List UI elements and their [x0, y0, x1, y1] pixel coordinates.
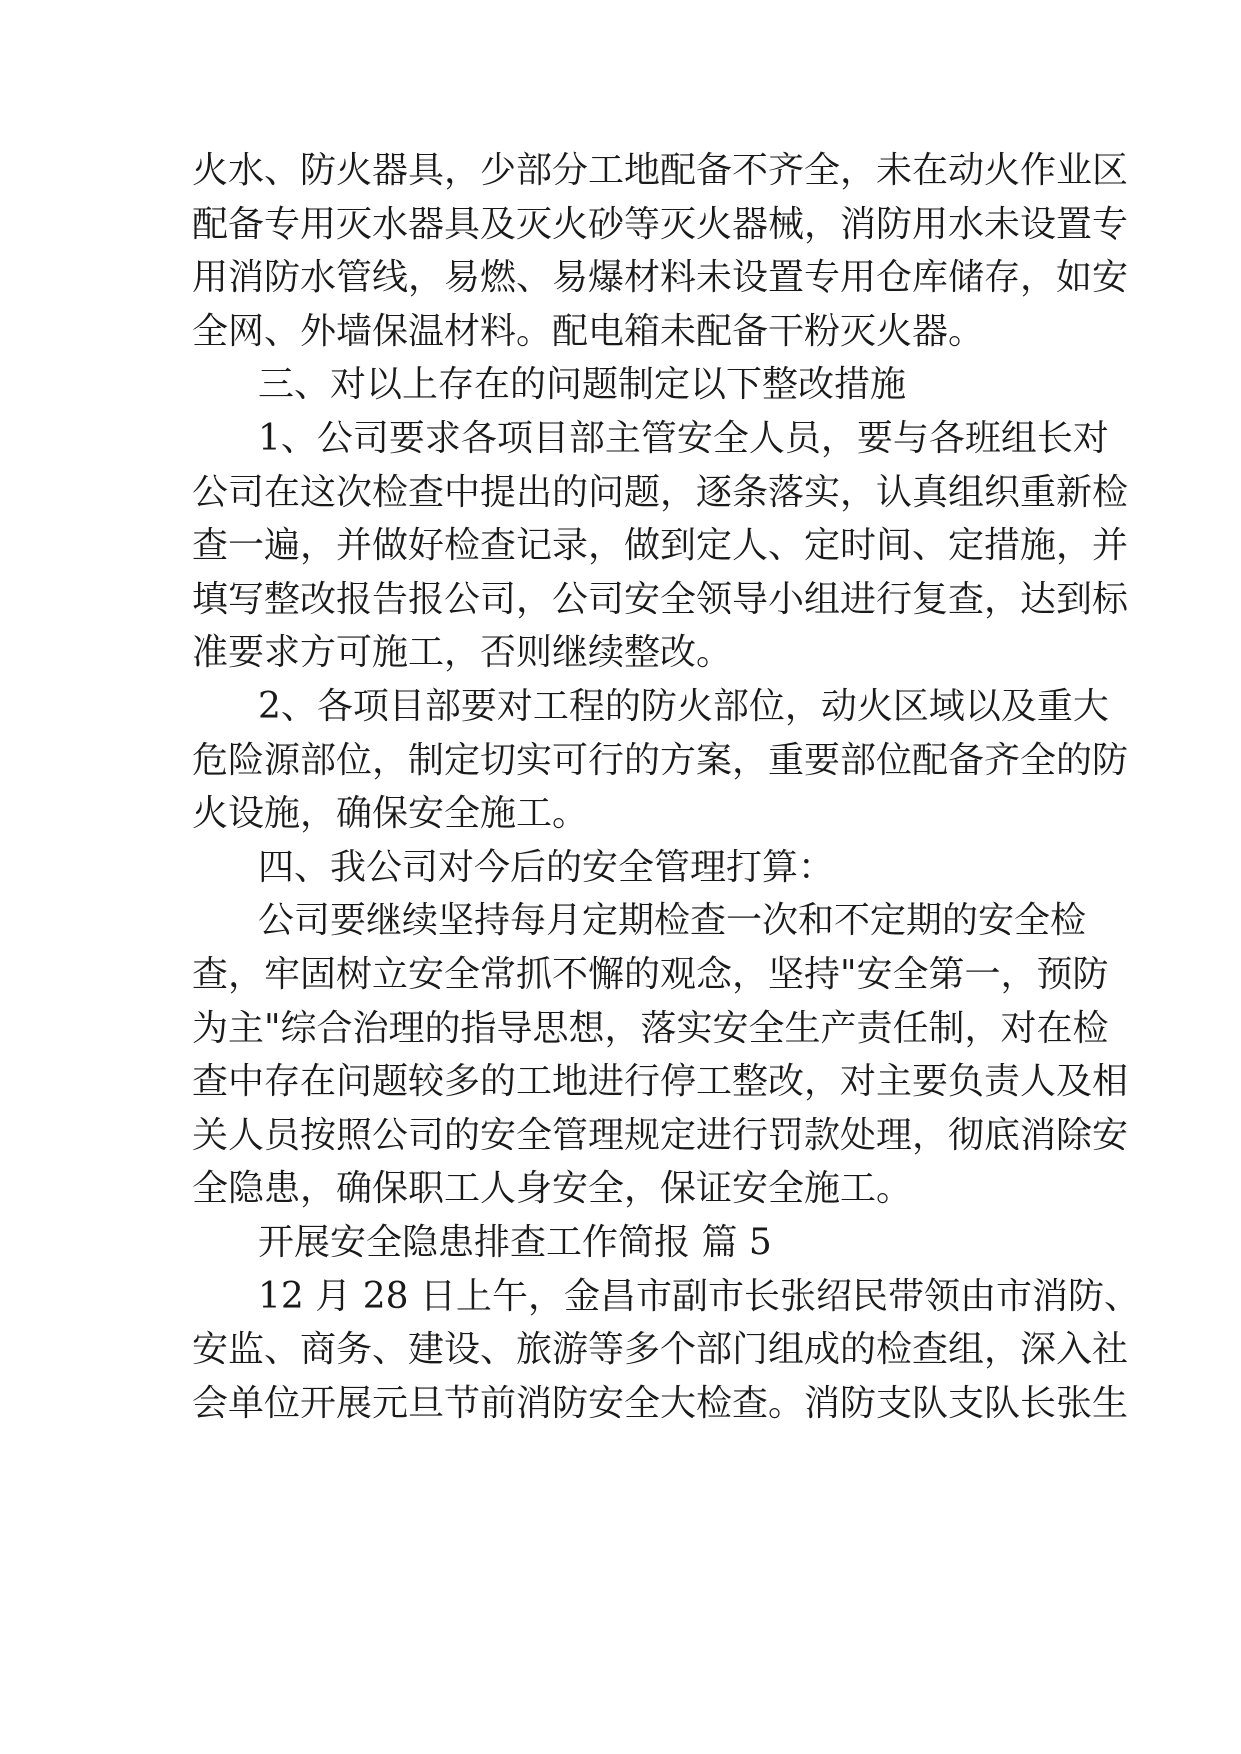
text-line: 会单位开展元旦节前消防安全大检查。消防支队支队长张生 [192, 1382, 1129, 1424]
text-line: 1、公司要求各项目部主管安全人员，要与各班组长对 [258, 418, 1109, 459]
text-line: 准要求方可施工，否则继续整改。 [192, 632, 733, 674]
text-line: 危险源部位，制定切实可行的方案，重要部位配备齐全的防 [192, 739, 1129, 781]
text-line: 12 月 28 日上午，金昌市副市长张绍民带领由市消防、 [258, 1275, 1140, 1317]
text-line: 公司要继续坚持每月定期检查一次和不定期的安全检 [258, 900, 1087, 942]
text-line: 2、各项目部要对工程的防火部位，动火区域以及重大 [258, 686, 1109, 727]
text-line: 查，牢固树立安全常抓不懈的观念，坚持"安全第一，预防 [192, 954, 1109, 995]
text-line: 火水、防火器具，少部分工地配备不齐全，未在动火作业区 [192, 150, 1129, 191]
text-line: 全网、外墙保温材料。配电箱未配备干粉灭火器。 [192, 310, 985, 352]
article-heading: 开展安全隐患排查工作简报 篇 5 [258, 1222, 772, 1263]
text-line: 填写整改报告报公司，公司安全领导小组进行复查，达到标 [192, 578, 1129, 620]
text-line: 关人员按照公司的安全管理规定进行罚款处理，彻底消除安 [192, 1114, 1129, 1156]
section-heading: 四、我公司对今后的安全管理打算： [258, 846, 835, 888]
text-line: 火设施，确保安全施工。 [192, 793, 589, 835]
text-line: 公司在这次检查中提出的问题，逐条落实，认真组织重新检 [192, 471, 1129, 513]
section-heading: 三、对以上存在的问题制定以下整改措施 [258, 364, 907, 406]
text-line: 安监、商务、建设、旅游等多个部门组成的检查组，深入社 [192, 1329, 1129, 1371]
text-line: 查一遍，并做好检查记录，做到定人、定时间、定措施，并 [192, 525, 1129, 567]
text-line: 用消防水管线，易燃、易爆材料未设置专用仓库储存，如安 [192, 257, 1129, 299]
text-line: 为主"综合治理的指导思想，落实安全生产责任制，对在检 [192, 1007, 1109, 1049]
text-line: 全隐患，确保职工人身安全，保证安全施工。 [192, 1168, 913, 1210]
text-line: 查中存在问题较多的工地进行停工整改，对主要负责人及相 [192, 1061, 1129, 1103]
text-line: 配备专用灭水器具及灭火砂等灭火器械，消防用水未设置专 [192, 203, 1129, 245]
